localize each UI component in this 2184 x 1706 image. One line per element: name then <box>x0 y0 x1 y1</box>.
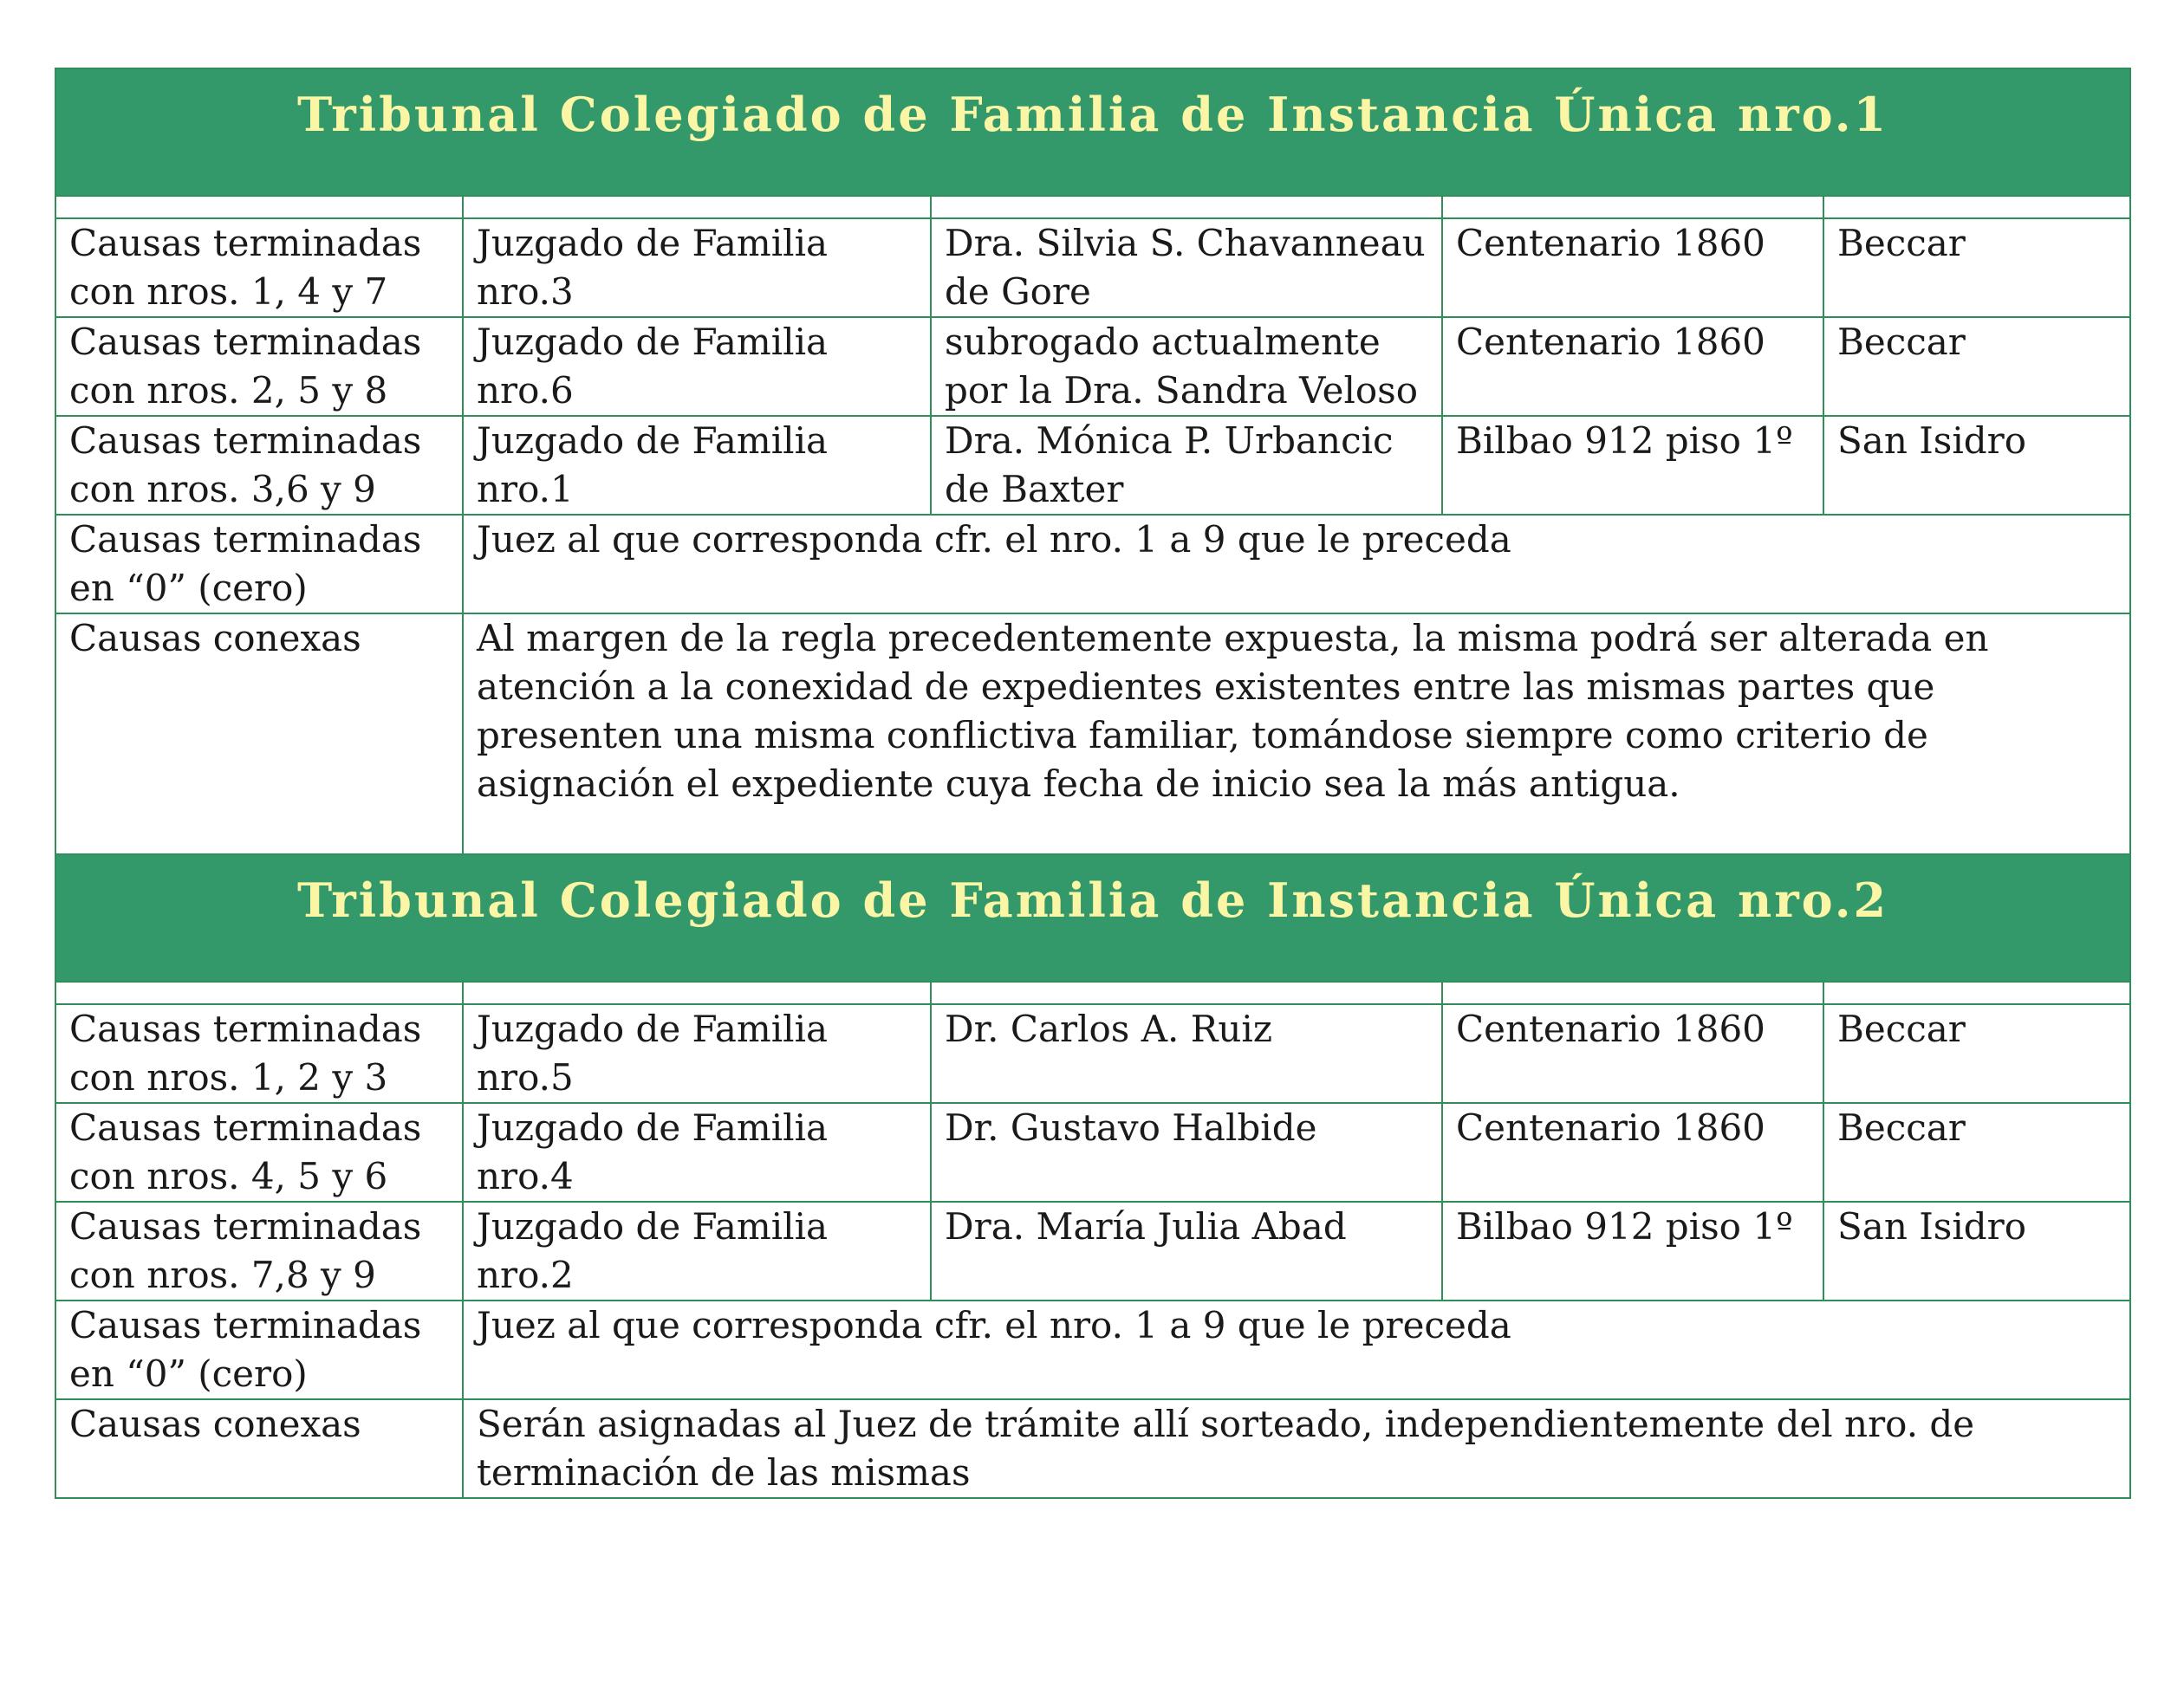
zero-termination-text: Juez al que corresponda cfr. el nro. 1 a 9 que le preceda <box>463 515 2130 613</box>
terminations-cell: Causas terminadas con nros. 1, 4 y 7 <box>55 218 463 317</box>
tribunal-1-title: Tribunal Colegiado de Familia de Instancia Única nro.1 <box>296 87 1889 142</box>
table-row <box>55 317 2130 416</box>
city-cell: Beccar <box>1823 1103 2130 1202</box>
court-cell: Juzgado de Familia nro.6 <box>463 317 931 416</box>
address-cell: Bilbao 912 piso 1º <box>1442 416 1823 515</box>
tribunal-1-spacer-row <box>55 196 2130 218</box>
connected-cases-text: Al margen de la regla precedentemente expuesta, la misma podrá ser alterada en atención a la conexidad de expedientes existentes entre las mismas partes que presenten una misma conflictiva familiar, tomándose siempre como criterio de asignación el expediente cuya fecha de inicio sea la más antigua. <box>463 613 2130 854</box>
judge-cell: subrogado actualmente por la Dra. Sandra Veloso <box>931 317 1442 416</box>
tribunal-1-header <box>55 68 2130 196</box>
table-row <box>55 218 2130 317</box>
spacer-cell <box>1442 982 1823 1004</box>
terminations-cell: Causas terminadas con nros. 1, 2 y 3 <box>55 1004 463 1103</box>
judge-cell: Dra. Mónica P. Urbancic de Baxter <box>931 416 1442 515</box>
court-cell: Juzgado de Familia nro.4 <box>463 1103 931 1202</box>
terminations-cell: Causas terminadas con nros. 3,6 y 9 <box>55 416 463 515</box>
spacer-cell <box>931 196 1442 218</box>
tribunal-2-spacer-row <box>55 982 2130 1004</box>
court-assignment-table <box>55 68 2131 1499</box>
address-cell: Centenario 1860 <box>1442 1004 1823 1103</box>
spacer-cell <box>463 196 931 218</box>
judge-cell: Dra. Silvia S. Chavanneau de Gore <box>931 218 1442 317</box>
address-cell: Bilbao 912 piso 1º <box>1442 1202 1823 1301</box>
city-cell: Beccar <box>1823 218 2130 317</box>
court-cell: Juzgado de Familia nro.1 <box>463 416 931 515</box>
zero-termination-row <box>55 515 2130 613</box>
zero-termination-label: Causas terminadas en “0” (cero) <box>55 1301 463 1399</box>
judge-cell: Dr. Carlos A. Ruiz <box>931 1004 1442 1103</box>
table-row <box>55 1202 2130 1301</box>
table-row <box>55 1103 2130 1202</box>
address-cell: Centenario 1860 <box>1442 218 1823 317</box>
tribunal-2-title: Tribunal Colegiado de Familia de Instancia Única nro.2 <box>296 872 1889 928</box>
court-cell: Juzgado de Familia nro.2 <box>463 1202 931 1301</box>
terminations-cell: Causas terminadas con nros. 4, 5 y 6 <box>55 1103 463 1202</box>
zero-termination-row <box>55 1301 2130 1399</box>
address-cell: Centenario 1860 <box>1442 317 1823 416</box>
tribunal-2-header <box>55 854 2130 982</box>
judge-cell: Dr. Gustavo Halbide <box>931 1103 1442 1202</box>
connected-cases-text: Serán asignadas al Juez de trámite allí sorteado, independientemente del nro. de terminación de las mismas <box>463 1399 2130 1498</box>
spacer-cell <box>463 982 931 1004</box>
table-row <box>55 416 2130 515</box>
spacer-cell <box>55 196 463 218</box>
spacer-cell <box>1823 982 2130 1004</box>
spacer-cell <box>931 982 1442 1004</box>
connected-cases-row <box>55 1399 2130 1498</box>
city-cell: San Isidro <box>1823 416 2130 515</box>
table-row <box>55 1004 2130 1103</box>
court-cell: Juzgado de Familia nro.5 <box>463 1004 931 1103</box>
zero-termination-label: Causas terminadas en “0” (cero) <box>55 515 463 613</box>
court-assignment-document <box>55 68 2129 1499</box>
spacer-cell <box>55 982 463 1004</box>
city-cell: Beccar <box>1823 1004 2130 1103</box>
spacer-cell <box>1823 196 2130 218</box>
city-cell: Beccar <box>1823 317 2130 416</box>
connected-cases-row <box>55 613 2130 854</box>
zero-termination-text: Juez al que corresponda cfr. el nro. 1 a 9 que le preceda <box>463 1301 2130 1399</box>
address-cell: Centenario 1860 <box>1442 1103 1823 1202</box>
tribunal-2-header-cell <box>55 854 2130 982</box>
connected-cases-label: Causas conexas <box>55 1399 463 1498</box>
judge-cell: Dra. María Julia Abad <box>931 1202 1442 1301</box>
connected-cases-label: Causas conexas <box>55 613 463 854</box>
terminations-cell: Causas terminadas con nros. 2, 5 y 8 <box>55 317 463 416</box>
tribunal-1-header-cell <box>55 68 2130 196</box>
city-cell: San Isidro <box>1823 1202 2130 1301</box>
terminations-cell: Causas terminadas con nros. 7,8 y 9 <box>55 1202 463 1301</box>
spacer-cell <box>1442 196 1823 218</box>
court-cell: Juzgado de Familia nro.3 <box>463 218 931 317</box>
